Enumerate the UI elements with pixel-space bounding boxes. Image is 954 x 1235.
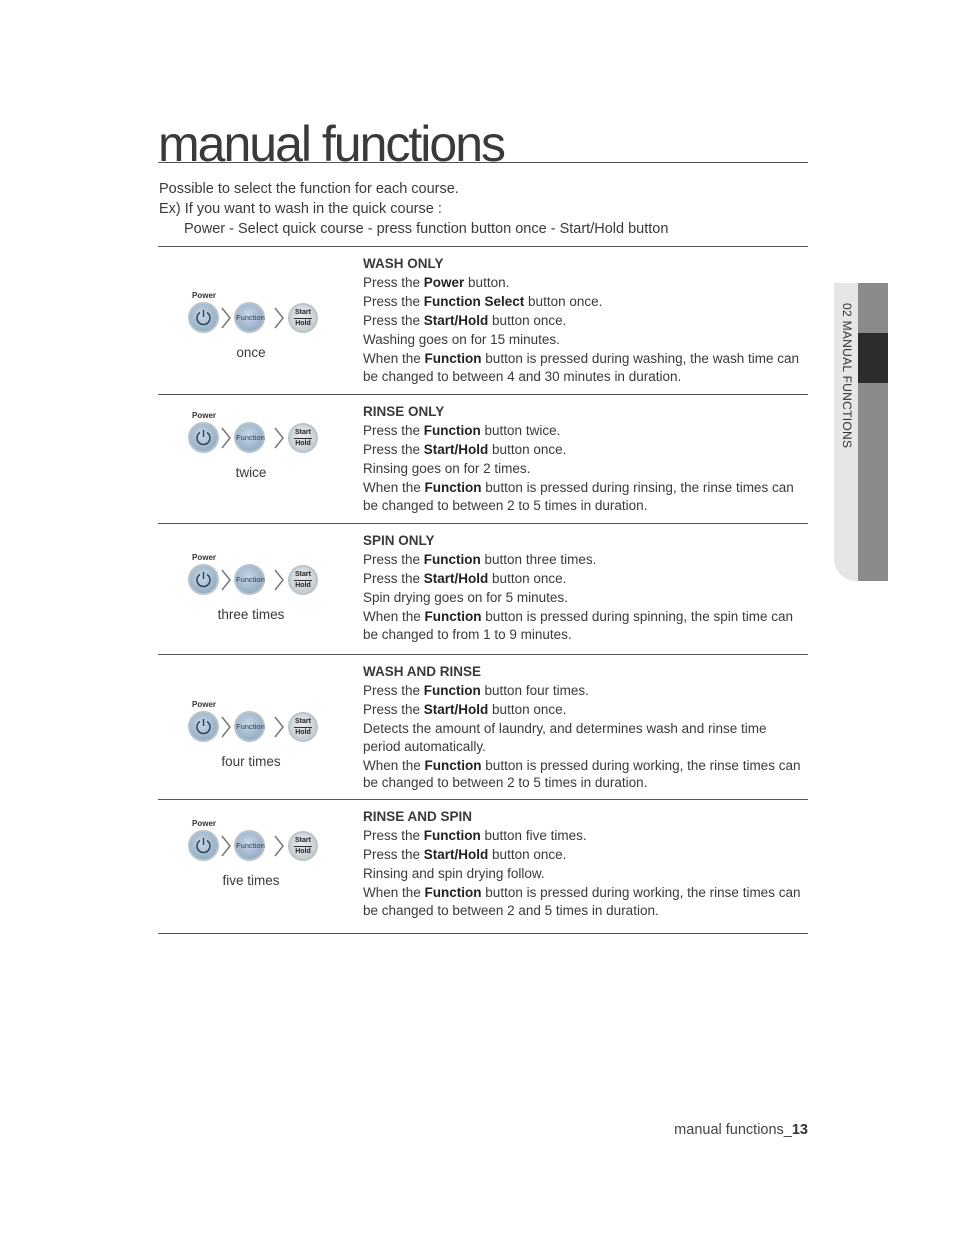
function-row [158, 395, 808, 524]
button-sequence-illustration [186, 700, 321, 748]
function-label: Function [236, 722, 265, 731]
press-count-label: twice [235, 465, 267, 480]
start-hold-button-icon [288, 303, 318, 333]
hold-label: Hold [295, 320, 311, 327]
chevron-right-icon [272, 715, 286, 739]
start-label: Start [294, 570, 312, 581]
instruction-line [363, 884, 803, 919]
power-button-icon [188, 830, 219, 861]
instruction-bold-term: Function [424, 885, 482, 900]
instruction-text: Press the [363, 294, 424, 309]
start-label: Start [294, 717, 312, 728]
function-button-icon [234, 422, 265, 453]
instruction-text: button is pressed during washing, the wash time can be changed to between 4 and 30 minutes in duration. [363, 351, 799, 384]
instruction-line [363, 827, 803, 845]
function-heading: SPIN ONLY [363, 533, 435, 548]
function-heading: RINSE ONLY [363, 404, 445, 419]
chevron-right-icon [272, 306, 286, 330]
instruction-line [363, 846, 803, 864]
start-hold-button-icon [288, 712, 318, 742]
instruction-line [363, 331, 803, 349]
button-sequence-illustration [186, 411, 321, 459]
instruction-line [363, 441, 803, 459]
press-count-label: three times [217, 607, 285, 622]
instruction-text: button once. [488, 702, 567, 717]
instruction-text: When the [363, 351, 425, 366]
instruction-text: When the [363, 609, 425, 624]
chapter-tab-edge [858, 283, 888, 581]
press-count-label: four times [221, 754, 281, 769]
page-title: manual functions [158, 112, 808, 163]
function-description [363, 655, 803, 803]
instruction-bold-term: Start/Hold [423, 313, 489, 328]
function-label: Function [236, 433, 265, 442]
instruction-text: button four times. [480, 683, 589, 698]
instruction-text: When the [363, 885, 425, 900]
instruction-text: Press the [363, 275, 424, 290]
press-count-label: once [236, 345, 266, 360]
function-label: Function [236, 313, 265, 322]
instruction-text: Press the [363, 313, 424, 328]
button-sequence-illustration [186, 819, 321, 867]
function-button-icon [234, 564, 265, 595]
instruction-text: Rinsing and spin drying follow. [363, 866, 545, 881]
instruction-text: button twice. [480, 423, 561, 438]
power-button-icon [188, 422, 219, 453]
chevron-right-icon [219, 568, 233, 592]
function-row [158, 800, 808, 934]
start-hold-button-icon [288, 423, 318, 453]
function-heading: WASH ONLY [363, 256, 444, 271]
function-label: Function [236, 841, 265, 850]
instruction-bold-term: Start/Hold [423, 442, 489, 457]
instruction-bold-term: Function Select [423, 294, 525, 309]
instruction-line [363, 589, 803, 607]
press-count-label: five times [222, 873, 280, 888]
power-button-icon [188, 564, 219, 595]
instruction-text: button is pressed during rinsing, the rinse times can be changed to between 2 to 5 times in duration. [363, 480, 794, 513]
instruction-text: button once. [488, 571, 567, 586]
instruction-line [363, 274, 803, 292]
function-button-icon [234, 711, 265, 742]
instruction-bold-term: Function [424, 351, 482, 366]
power-label: Power [192, 819, 217, 828]
button-sequence-illustration [186, 553, 321, 601]
instruction-bold-term: Function [424, 480, 482, 495]
instruction-text: Press the [363, 423, 424, 438]
function-description [363, 247, 803, 397]
instruction-text: Press the [363, 571, 424, 586]
instruction-text: button is pressed during spinning, the spin time can be changed to from 1 to 9 minutes. [363, 609, 793, 642]
function-heading: RINSE AND SPIN [363, 809, 473, 824]
instruction-text: button once. [524, 294, 603, 309]
start-hold-button-icon [288, 565, 318, 595]
function-row [158, 655, 808, 800]
chevron-right-icon [219, 715, 233, 739]
hold-label: Hold [295, 440, 311, 447]
chapter-tab-marker [858, 333, 888, 383]
instruction-text: When the [363, 757, 425, 773]
power-label: Power [192, 291, 217, 300]
chapter-tab-label: 02 MANUAL FUNCTIONS [840, 303, 854, 449]
power-button-icon [188, 302, 219, 333]
instruction-line [363, 701, 803, 719]
instruction-text: Press the [363, 828, 424, 843]
instruction-line [363, 551, 803, 569]
instruction-text: button. [464, 275, 510, 290]
hold-label: Hold [295, 729, 311, 736]
functions-table [158, 246, 808, 934]
power-label: Power [192, 411, 217, 420]
function-row [158, 524, 808, 655]
instruction-bold-term: Function [424, 757, 482, 773]
intro-text [159, 179, 668, 239]
instruction-text: Press the [363, 552, 424, 567]
function-label: Function [236, 575, 265, 584]
function-description [363, 395, 803, 526]
power-label: Power [192, 700, 217, 709]
instruction-text: button is pressed during working, the rinse times can be changed to between 2 and 5 times in duration. [363, 885, 801, 918]
start-label: Start [294, 308, 312, 319]
function-row [158, 247, 808, 395]
chevron-right-icon [272, 426, 286, 450]
instruction-bold-term: Function [423, 828, 481, 843]
function-description [363, 800, 803, 931]
instruction-line [363, 350, 803, 385]
instruction-text: Washing goes on for 15 minutes. [363, 332, 560, 347]
instruction-text: Rinsing goes on for 2 times. [363, 461, 531, 476]
function-button-icon [234, 302, 265, 333]
instruction-line [363, 757, 803, 792]
chevron-right-icon [272, 568, 286, 592]
instruction-bold-term: Start/Hold [423, 571, 489, 586]
function-description [363, 524, 803, 655]
hold-label: Hold [295, 582, 311, 589]
instruction-text: When the [363, 480, 425, 495]
instruction-line [363, 422, 803, 440]
intro-line-3: Power - Select quick course - press function button once - Start/Hold button [184, 221, 669, 237]
instruction-line [363, 720, 803, 755]
instruction-bold-term: Power [423, 275, 465, 290]
chevron-right-icon [219, 834, 233, 858]
function-heading: WASH AND RINSE [363, 664, 482, 679]
instruction-text: Press the [363, 442, 424, 457]
instruction-text: button once. [488, 847, 567, 862]
instruction-line [363, 479, 803, 514]
page-footer [674, 1122, 808, 1138]
start-hold-button-icon [288, 831, 318, 861]
instruction-text: button once. [488, 313, 567, 328]
instruction-bold-term: Function [424, 609, 482, 624]
start-label: Start [294, 836, 312, 847]
instruction-line [363, 682, 803, 700]
instruction-line [363, 312, 803, 330]
instruction-text: Press the [363, 683, 424, 698]
instruction-text: Detects the amount of laundry, and determines wash and rinse time period automatically. [363, 721, 767, 754]
instruction-text: Press the [363, 702, 424, 717]
power-button-icon [188, 711, 219, 742]
intro-line-2: Ex) If you want to wash in the quick course : [159, 201, 442, 217]
instruction-text: button is pressed during working, the rinse times can be changed to between 2 to 5 times in duration. [363, 757, 801, 790]
instruction-bold-term: Function [423, 552, 481, 567]
instruction-line [363, 608, 803, 643]
intro-line-1: Possible to select the function for each course. [159, 181, 459, 197]
page-number: 13 [791, 1122, 808, 1138]
instruction-text: Spin drying goes on for 5 minutes. [363, 590, 568, 605]
instruction-text: button three times. [480, 552, 597, 567]
instruction-bold-term: Function [423, 683, 481, 698]
instruction-bold-term: Function [423, 423, 481, 438]
instruction-bold-term: Start/Hold [423, 702, 489, 717]
chevron-right-icon [219, 306, 233, 330]
power-label: Power [192, 553, 217, 562]
instruction-text: button once. [488, 442, 567, 457]
instruction-line [363, 293, 803, 311]
start-label: Start [294, 428, 312, 439]
instruction-text: Press the [363, 847, 424, 862]
chevron-right-icon [219, 426, 233, 450]
hold-label: Hold [295, 848, 311, 855]
instruction-line [363, 570, 803, 588]
button-sequence-illustration [186, 291, 321, 339]
instruction-line [363, 865, 803, 883]
instruction-text: button five times. [480, 828, 587, 843]
footer-text: manual functions_ [674, 1122, 792, 1138]
chevron-right-icon [272, 834, 286, 858]
function-button-icon [234, 830, 265, 861]
instruction-line [363, 460, 803, 478]
instruction-bold-term: Start/Hold [423, 847, 489, 862]
